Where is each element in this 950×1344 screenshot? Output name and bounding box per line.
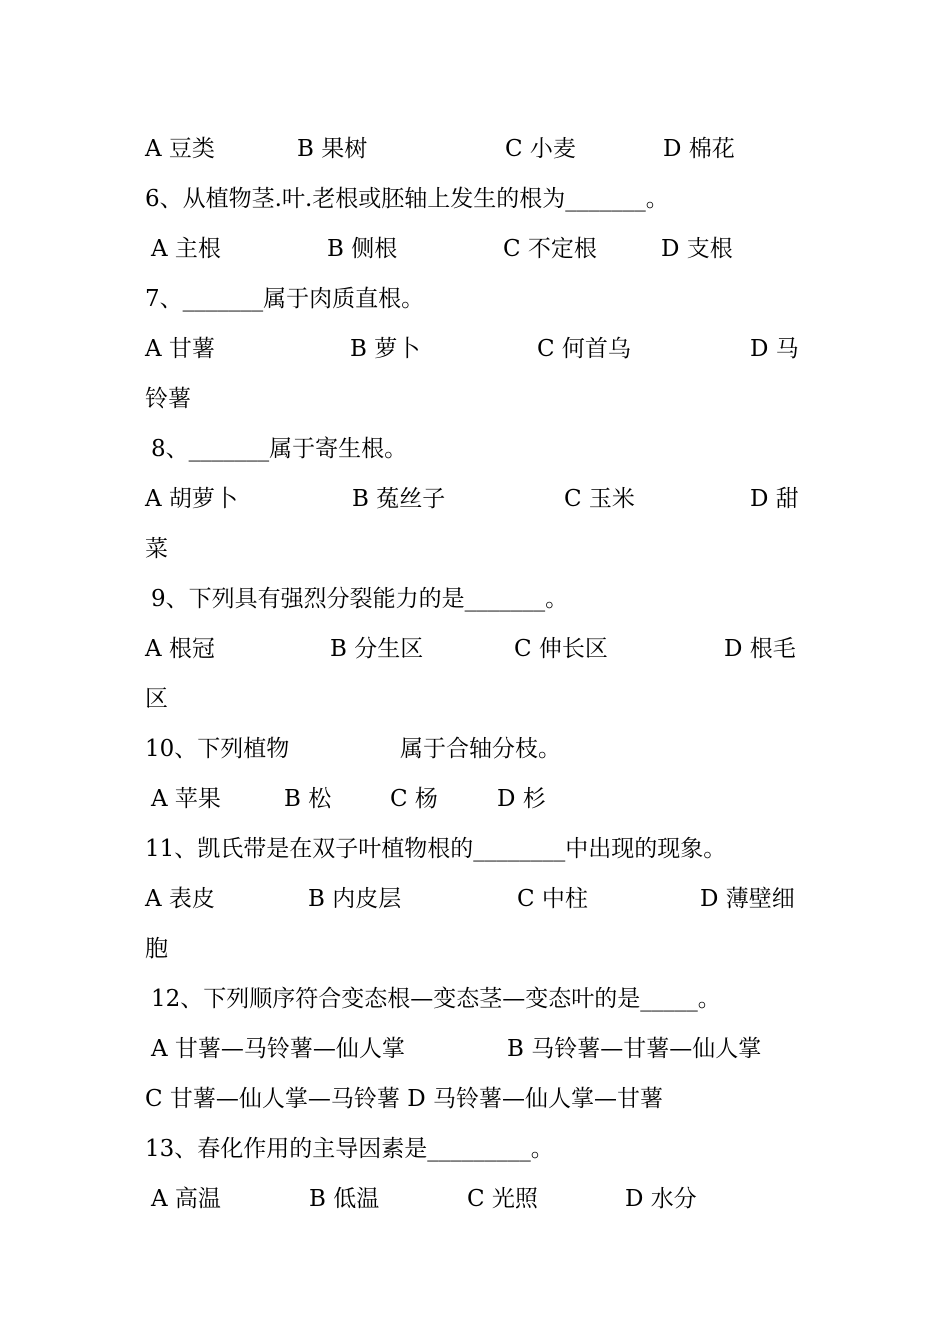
option-c-d: C 甘薯—仙人掌—马铃薯 D 马铃薯—仙人掌—甘薯 xyxy=(145,1086,663,1112)
option-a: A 表皮 xyxy=(145,886,215,912)
option-c: C 中柱 xyxy=(517,886,588,912)
option-d: D 水分 xyxy=(625,1186,697,1212)
option-d-continued: 区 xyxy=(145,686,168,712)
option-d-continued: 胞 xyxy=(145,936,168,962)
option-b: B 侧根 xyxy=(327,236,398,262)
question-text-end: 属于合轴分枝。 xyxy=(400,736,561,762)
option-a: A 甘薯—马铃薯—仙人掌 xyxy=(151,1036,405,1062)
option-c: C 不定根 xyxy=(503,236,597,262)
option-b: B 内皮层 xyxy=(308,886,402,912)
question-text: 7、_______属于肉质直根。 xyxy=(145,286,425,312)
option-c: C 杨 xyxy=(390,786,438,812)
option-d: D 支根 xyxy=(661,236,733,262)
option-b: B 果树 xyxy=(297,136,368,162)
option-b: B 萝卜 xyxy=(350,336,421,362)
option-c: C 小麦 xyxy=(505,136,576,162)
option-b: B 低温 xyxy=(309,1186,380,1212)
option-c: C 光照 xyxy=(467,1186,538,1212)
question-text: 13、春化作用的主导因素是_________。 xyxy=(145,1136,554,1162)
question-text: 6、从植物茎.叶.老根或胚轴上发生的根为_______。 xyxy=(145,186,669,212)
option-c: C 何首乌 xyxy=(537,336,631,362)
question-text: 8、_______属于寄生根。 xyxy=(151,436,408,462)
option-d: D 甜 xyxy=(750,486,799,512)
question-text: 12、下列顺序符合变态根—变态茎—变态叶的是_____。 xyxy=(151,986,721,1012)
option-d-continued: 铃薯 xyxy=(145,386,191,412)
option-a: A 甘薯 xyxy=(145,336,215,362)
option-a: A 豆类 xyxy=(145,136,215,162)
option-a: A 高温 xyxy=(151,1186,221,1212)
option-a: A 根冠 xyxy=(145,636,215,662)
option-d: D 杉 xyxy=(497,786,546,812)
option-d: D 薄壁细 xyxy=(700,886,795,912)
option-d: D 根毛 xyxy=(724,636,796,662)
option-c: C 伸长区 xyxy=(514,636,608,662)
option-a: A 苹果 xyxy=(151,786,221,812)
option-b: B 马铃薯—甘薯—仙人掌 xyxy=(507,1036,762,1062)
option-c: C 玉米 xyxy=(564,486,635,512)
option-b: B 菟丝子 xyxy=(352,486,446,512)
option-b: B 分生区 xyxy=(330,636,424,662)
option-b: B 松 xyxy=(284,786,332,812)
option-d-continued: 菜 xyxy=(145,536,168,562)
option-d: D 马 xyxy=(750,336,799,362)
option-d: D 棉花 xyxy=(663,136,735,162)
question-text: 11、凯氏带是在双子叶植物根的________中出现的现象。 xyxy=(145,836,727,862)
question-text: 10、下列植物 xyxy=(145,736,290,762)
option-a: A 主根 xyxy=(151,236,221,262)
question-text: 9、下列具有强烈分裂能力的是_______。 xyxy=(151,586,569,612)
option-a: A 胡萝卜 xyxy=(145,486,238,512)
